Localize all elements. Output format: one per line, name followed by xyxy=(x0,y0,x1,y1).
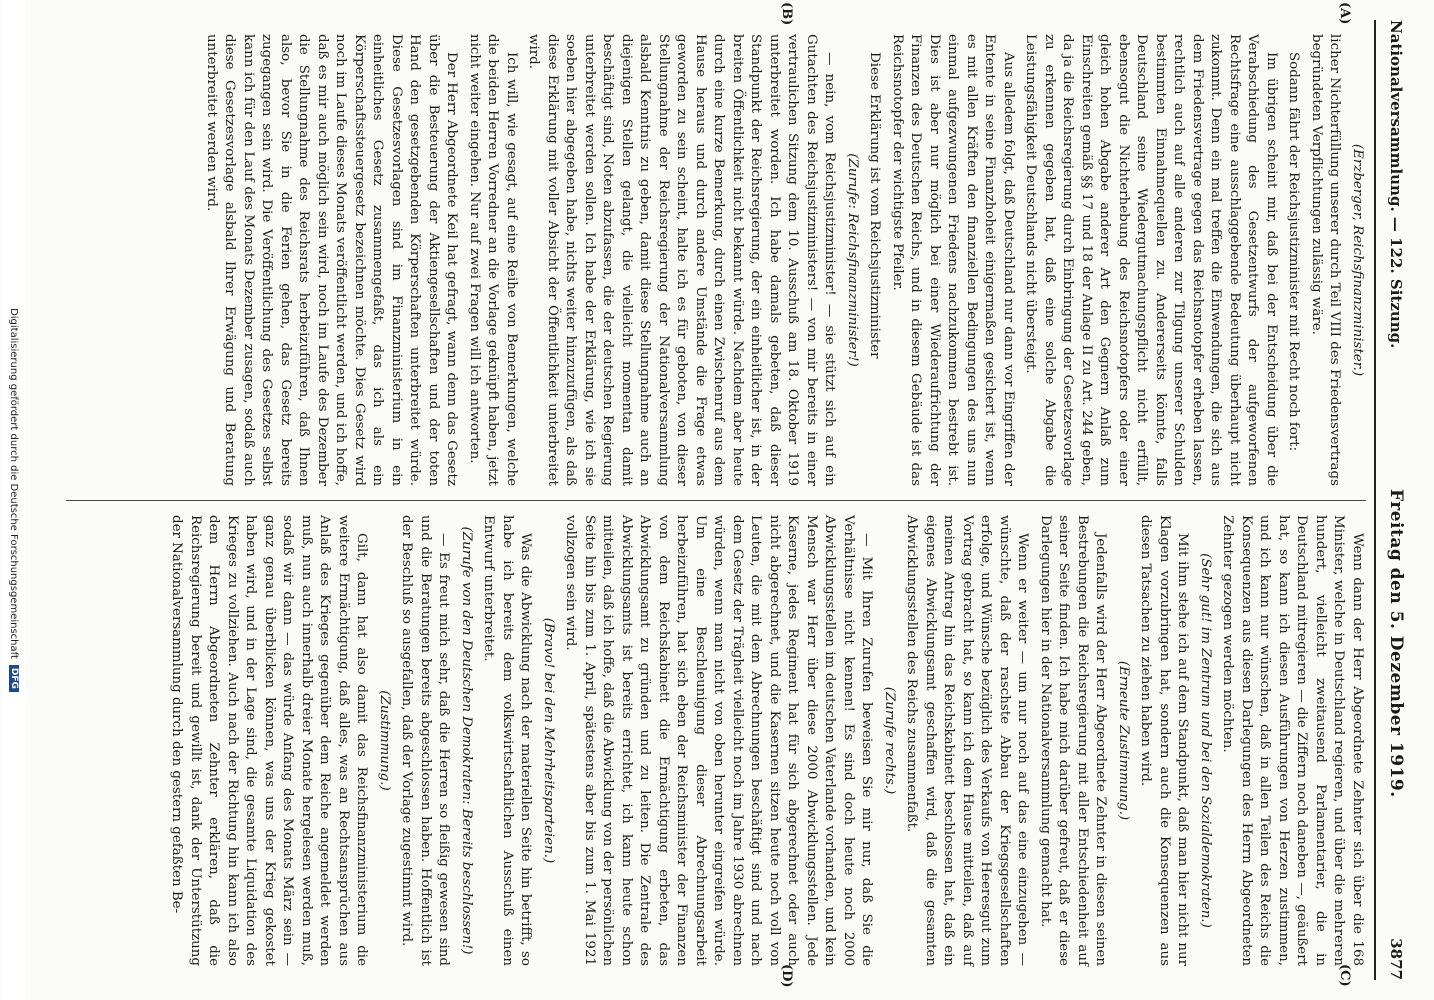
interjection: (Zurufe: Reichsfinanzminister!) xyxy=(845,153,860,367)
paragraph: (Erzberger, Reichsfinanzminister.) xyxy=(1350,143,1365,377)
paragraph: Im übrigen scheint mir, daß bei der Entscheidung über die Verabschiedung des Gesetzentwurfs der aufgeworfenen Rechtsfrage eine ausschlaggebende Bedeutung überhaupt nicht zukommt. Denn ein mal treffen die Einwendungen, die sich aus dem Friedensvertrage gegen das Reichsnotopfer erheben lassen, rechtlich auch auf alle anderen zur Tilgung unserer Schulden bestimmten Einnahmequellen zu. Andererseits könnte, falls Deutschland seine Wiedergutmachungspflicht nicht erfüllt, ebensogut die Nichterhebung des Reichsnotopfers oder einer gleich hohen Abgabe anderer Art den Gegnern Anlaß zum Einschreiten gemäß §§ 17 und 18 der Anlage II zu Art. 244 geben, da ja die Reichsregierung durch Einbringung der Gesetzesvorlage zu erkennen gegeben hat, daß eine solche Abgabe die Leistungsfähigkeit Deutschlands nicht übersteigt. xyxy=(1023,34,1279,486)
interjection: (Zurufe von den Deutschen Demokraten: Bereits beschlossen!) xyxy=(459,526,474,955)
paragraph: Aus alledem folgt, daß Deutschland nur dann vor Eingriffen der Entente in seine Finanzhoheit einigermaßen gesichert ist, wenn es mit allen Kräften den finanziellen Bedingungen des uns nun einmal aufgezwungenen Friedens nachzukommen bestrebt ist. Dies ist aber nur möglich bei einer Wiederaufrichtung der Finanzen des Deutschen Reichs, und in diesem Gebäude ist das Reichsnotopfer der wichtigste Pfeiler. xyxy=(890,34,1016,486)
paragraph: licher Nichterfüllung unserer durch Teil VIII des Friedensvertrags begründeten Verpflichtungen zulässig wäre. xyxy=(1309,34,1343,486)
paragraph: Ich will, wie gesagt, auf eine Reihe von Bemerkungen, welche die beiden Herren Vorredner an die Vorlage geknüpft haben, jetzt nicht weiter eingehen. Nur auf zwei Fragen will ich antworten. xyxy=(467,34,519,486)
footer-text: Digitalisierung gefördert durch die Deutsche Forschungsgemeinschaft xyxy=(8,308,20,659)
right-column xyxy=(66,500,1366,980)
margin-marker-a: (A) xyxy=(1337,2,1352,25)
paragraph: Jedenfalls wird der Herr Abgeordnete Zehnter in diesen seinen Bestrebungen die Reichsregierung mit aller Entschiedenheit auf seiner Seite finden. Ich habe mich darüber gefreut, daß er diese Darlegungen hier in der Nationalversammlung gemacht hat. xyxy=(1038,515,1109,966)
paragraph: — nein, vom Reichsjustizminister! — sie stützt sich auf ein Gutachten des Reichsjustizministers! — von mir bereits in einer vertraulichen Sitzung dem 10. Ausschuß am 18. Oktober 1919 unterbreitet worden. Ich habe damals gebeten, daß dieser Standpunkt der Reichsregierung, der ein einheitlicher ist, in der breiten Öffentlichkeit nicht bekannt würde. Nachdem aber heute durch eine kurze Bemerkung, durch einen Zwischenruf aus dem Hause heraus und durch andere Umstände die Frage etwas geworden zu sein scheint, halte ich es für geboten, von dieser Stellungnahme der Reichsregierung der Nationalversammlung alsbald Kenntnis zu geben, damit diese Stellungnahme auch an diejenigen Stellen gelangt, die vielleicht momentan damit beschäftigt sind, Noten abzufassen, die der deutschen Regierung unterbreitet werden sollen. Ich habe der Erklärung, wie ich sie soeben hier abgegeben habe, nichts weiter hinzuzufügen, als daß diese Erklärung mit voller Absicht der Öffentlichkeit unterbreitet wird. xyxy=(526,34,838,486)
margin-marker-d: (D) xyxy=(779,964,794,988)
header-date: Freitag den 5. Dezember 1919. xyxy=(1386,488,1406,798)
paragraph: Mit ihm stehe ich auf dem Standpunkt, daß man hier nicht nur Klagen vorzubringen hat, sondern auch die Konsequenzen aus diesen Tatsachen zu ziehen haben wird. xyxy=(1138,515,1191,966)
paragraph: Was die Abwicklung nach der materiellen Seite hin betrifft, so habe ich bereits dem volkswirtschaftlichen Ausschuß einen Entwurf unterbreitet. xyxy=(481,515,534,966)
paragraph: Wenn er weiter — um nur noch auf das eine einzugehen — wünschte, daß der raschste Abbau der Kriegsgesellschaften erfolge, und Wünsche bezüglich des Verkaufs von Heeresgut zum Vortrag gebracht hat, so kann ich dem Hause mitteilen, daß auf meinen Antrag hin das Reichskabinett beschlossen hat, daß ein eigenes Abwicklungsamt geschaffen wird, daß die gesamten Abwicklungsstellen des Reichs zusammenfaßt. xyxy=(904,515,1031,966)
interjection: (Bravo! bei den Mehrheitsparteien.) xyxy=(541,617,556,864)
interjection: (Zustimmung.) xyxy=(377,690,392,791)
paragraph: Wenn dann der Herr Abgeordnete Zehnter sich über die 168 Minister, welche in Deutschland regieren, und über die mehreren hundert, vielleicht zweitausend Parlamentarier, die in Deutschland mitregieren — die Ziffern noch daneben —, geäußert hat, so kann ich diesen Ausführungen von Herzen zustimmen, und ich kann nur wünschen, daß in allen Teilen des Reichs die Konsequenzen aus diesen Darlegungen des Herrn Abgeordneten Zehnter gezogen werden möchten. xyxy=(1220,515,1365,966)
interjection: (Erneute Zustimmung.) xyxy=(1116,660,1131,821)
text-columns xyxy=(66,20,1366,980)
header-left: Nationalversammlung. — 122. Sitzung. xyxy=(1387,20,1405,349)
margin-marker-b: (B) xyxy=(779,2,794,26)
paragraph: Der Herr Abgeordnete Keil hat gefragt, wann denn das Gesetz über die Besteuerung der Aktiengesellschaften und der toten Hand den gesetzgebenden Körperschaften unterbreitet würde. Diese Gesetzesvorlagen sind im Finanzministerium in ein einheitliches Gesetz zusammengefaßt, das ich als ein Körperschaftssteuergesetz bezeichnen möchte. Dies Gesetz wird noch im Laufe dieses Monats veröffentlicht werden, und ich hoffe, daß es mir auch möglich sein wird, noch im Laufe des Dezember die Stellungnahme des Reichsrats herbeizuführen, daß Ihnen also, bevor Sie in die Ferien gehen, das Gesetz bereits zugegangen sein wird. Die Veröffentlichung des Gesetzes selbst kann ich für den Lauf des Monats Dezember zusagen, sodaß auch diese Gesetzesvorlage alsbald Ihrer Erwägung und Beratung unterbreitet werden wird. xyxy=(204,34,460,486)
paragraph: Sodann fährt der Reichsjustizminister mit Recht noch fort: xyxy=(1286,52,1302,452)
paragraph: Gilt, dann hat also damit das Reichsfinanzministerium die weitere Ermächtigung, daß alles, was an Rechtsansprüchen aus Anlaß des Krieges gegenüber dem Reiche angemeldet werden muß, nun auch innerhalb dreier Monate hergelesen werden muß, sodaß wir dann — das würde Anfang des Monats März sein — ganz genau überblicken können, was uns der Krieg gekostet haben wird, und in der Lage sind, die gesamte Liquidation des Krieges zu vollziehen. Auch nach der Richtung hin kann ich also dem Herrn Abgeordneten Zehnter erklären, daß die Reichsregierung bereit und gewillt ist, dank der Unterstützung der Nationalversammlung durch den gestern gefaßten Be- xyxy=(169,515,370,966)
left-column xyxy=(66,20,1366,500)
page-header xyxy=(1374,20,1416,980)
page-number: 3877 xyxy=(1387,938,1405,980)
paragraph: Diese Erklärung ist vom Reichsjustizminister xyxy=(867,52,883,359)
margin-marker-c: (C) xyxy=(1337,964,1352,987)
interjection: (Sehr gut! im Zentrum und bei den Sozialdemokraten.) xyxy=(1198,553,1213,928)
interjection: (Zurufe rechts.) xyxy=(882,686,897,795)
paragraph: — Mit Ihren Zurufen beweisen Sie mir nur, daß Sie die Verhältnisse nicht kennen! Es sind doch heute noch 2000 Abwicklungsstellen im deutschen Vaterlande vorhanden, und kein Mensch war Herr über diese 2000 Abwicklungsstellen. Jede Kaserne, jedes Regiment hat für sich abgerechnet oder auch nicht abgerechnet, und die Kasernen sitzen heute noch voll von Leuten, die mit dem Abrechnungen beschäftigt sind und nach dem Gesetz der Trägheit vielleicht noch im Jahre 1930 abrechnen würden, wenn man nicht von oben herunter eingreifen würde. Um eine Beschleunigung dieser Abrechnungsarbeit herbeizuführen, hat sich eben der Reichsminister der Finanzen von dem Reichskabinett die Ermächtigung erbeten, das Abwicklungsamt zu gründen und zu leiten. Die Zentrale des Abwicklungsamts ist bereits errichtet, ich kann heute schon mitteilen, daß ich hoffe, daß die Abwicklung von der persönlichen Seite hin bis zum 1. April, spätestens aber bis zum 1. Mai 1921 vollzogen sein wird. xyxy=(563,515,875,966)
paragraph: — Es freut mich sehr, daß die Herren so fleißig gewesen sind und die Beratungen bereits abgeschlossen haben. Hoffentlich ist der Beschluß so ausgefallen, daß der Vorlage zugestimmt wird. xyxy=(399,515,452,966)
dfg-logo: DFG xyxy=(9,665,19,692)
digitization-footer xyxy=(2,0,26,1000)
